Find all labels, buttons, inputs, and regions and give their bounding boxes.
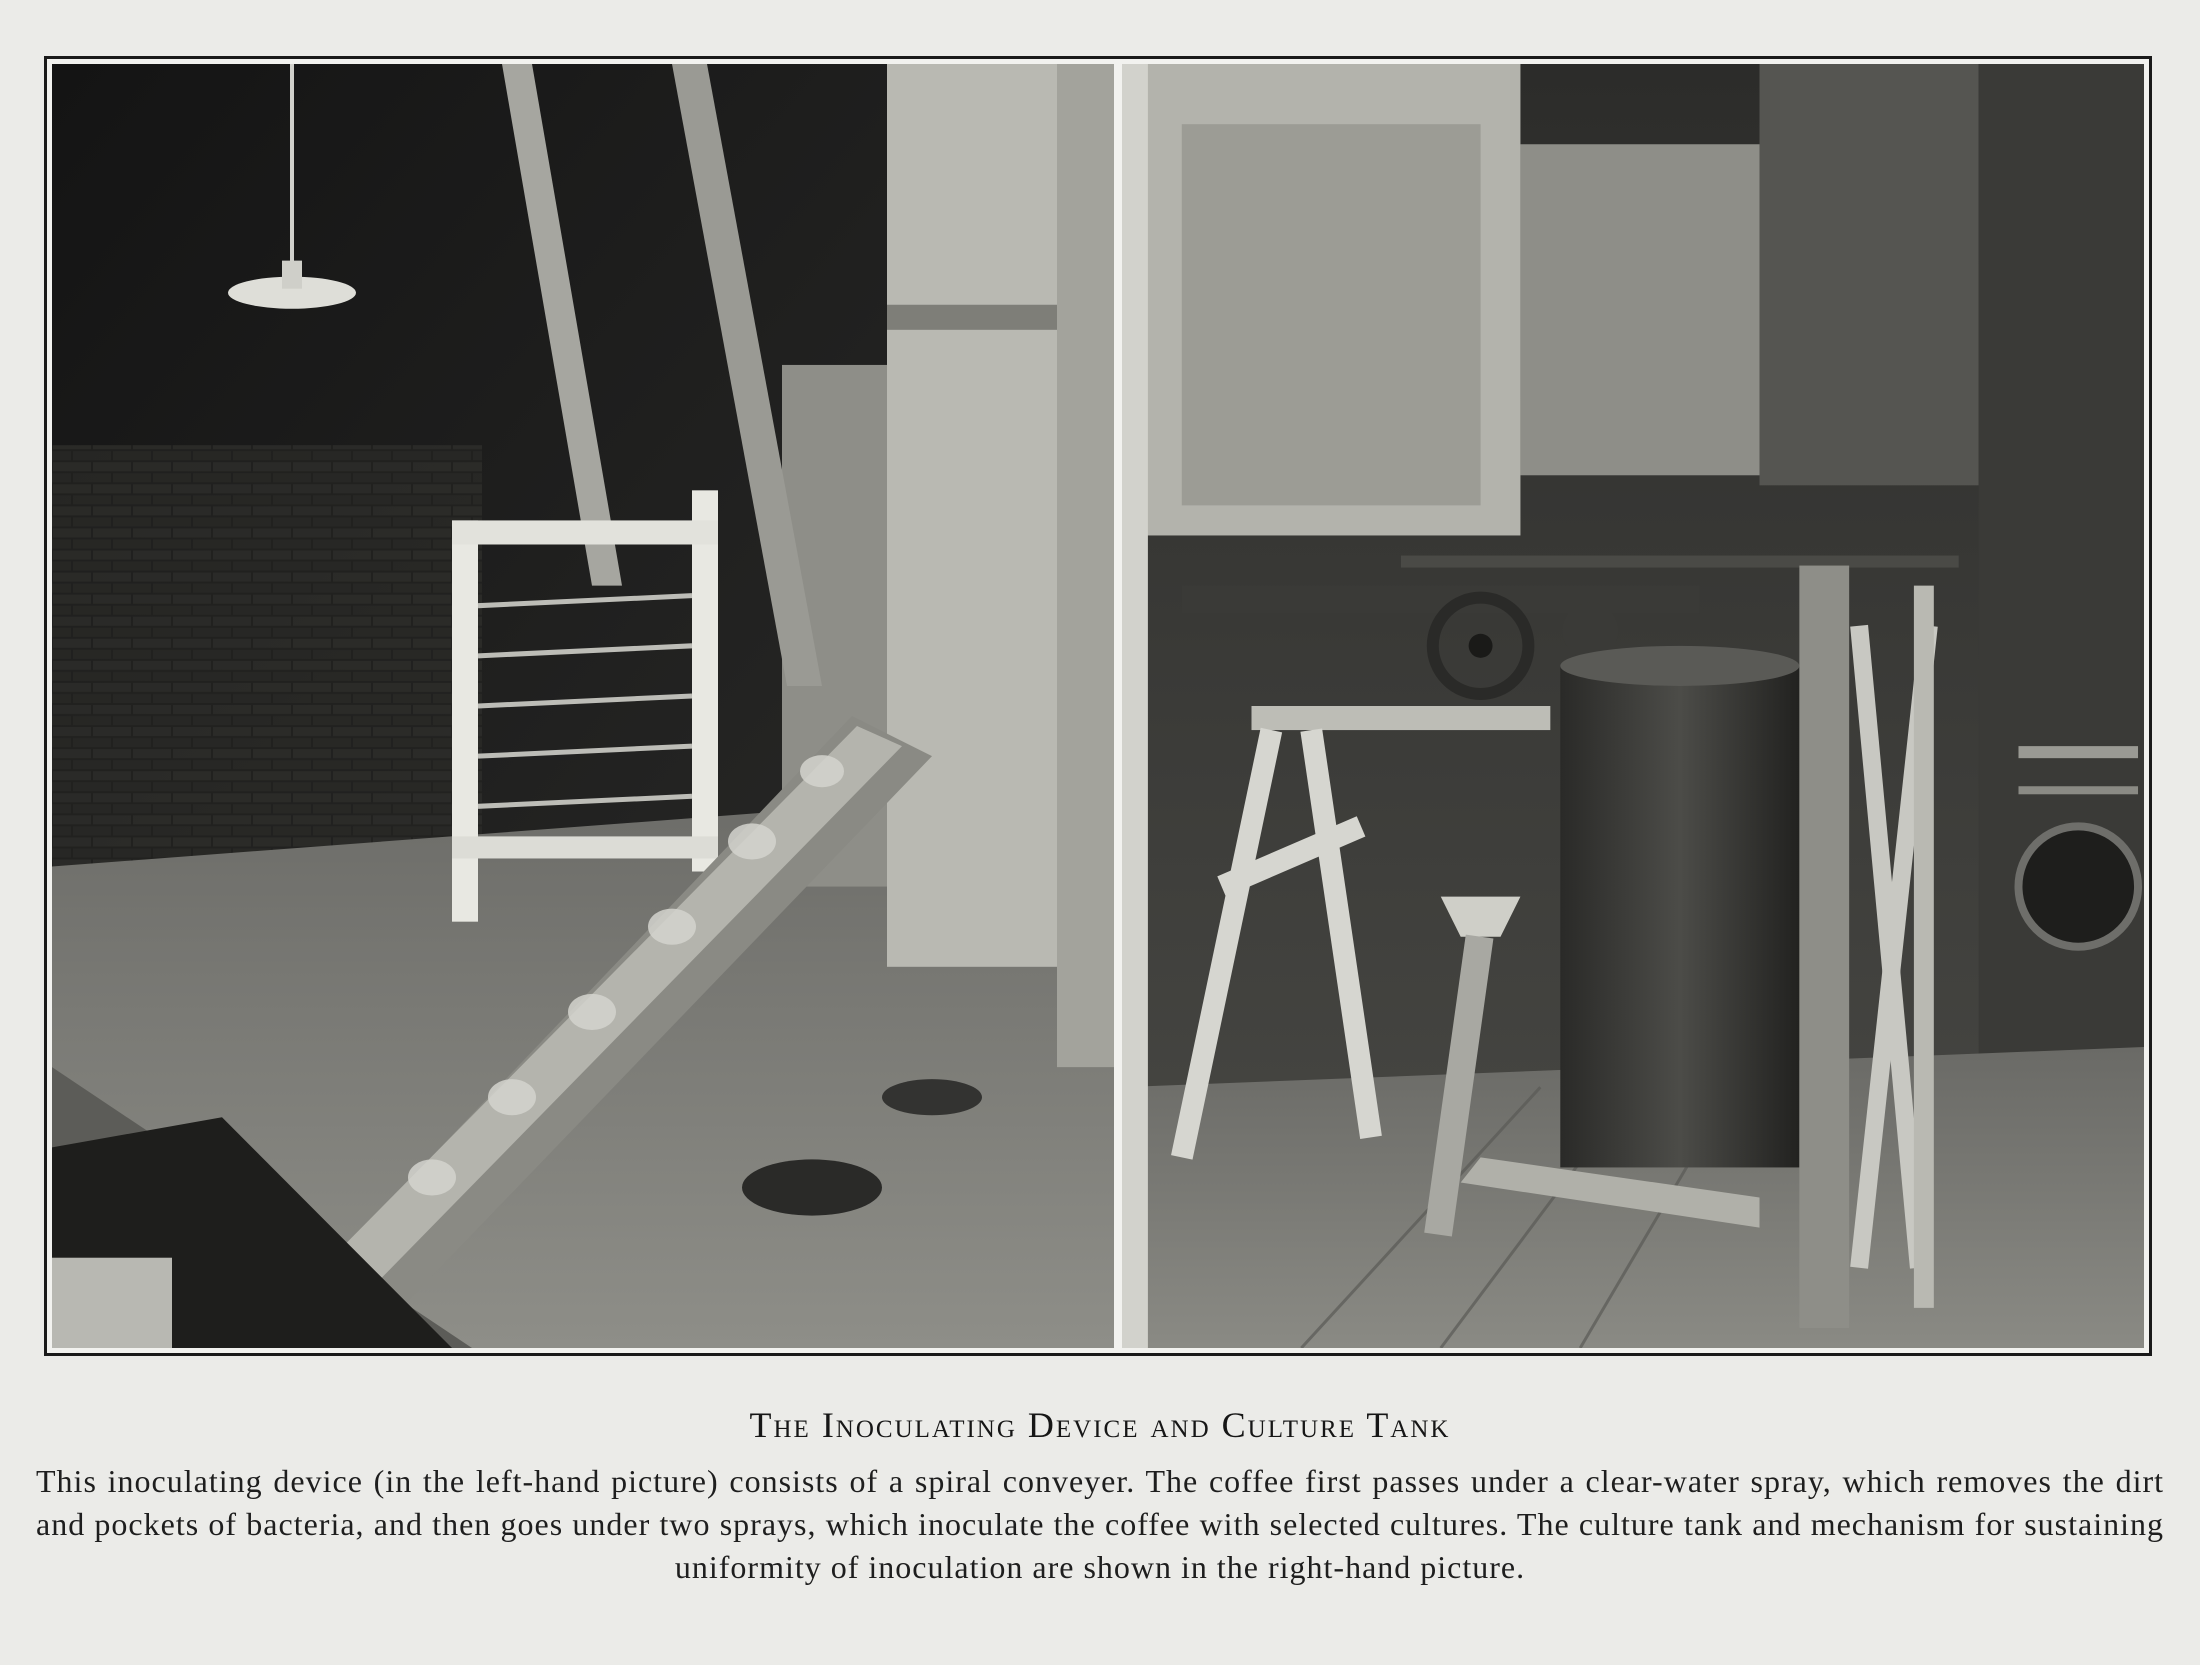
photo-inoculating-device (52, 64, 1114, 1348)
culture-tank-illustration (1122, 64, 2144, 1348)
photo-pair (52, 64, 2144, 1348)
caption-body: This inoculating device (in the left-hand picture) consists of a spiral conveyer. The coffee first passes under a clear-water spray, which removes the dirt and pockets of bacteria, and then goes under two sprays, which inoculate the coffee with selected cultures. The culture tank and mechanism for sustaining uniformity of inoculation are shown in the right-hand picture. (36, 1463, 2164, 1585)
plate-caption (36, 1404, 2164, 1589)
inoculating-device-illustration (52, 64, 1114, 1348)
photo-plate-frame (44, 56, 2152, 1356)
photo-culture-tank (1122, 64, 2144, 1348)
caption-title: The Inoculating Device and Culture Tank (749, 1405, 1451, 1445)
